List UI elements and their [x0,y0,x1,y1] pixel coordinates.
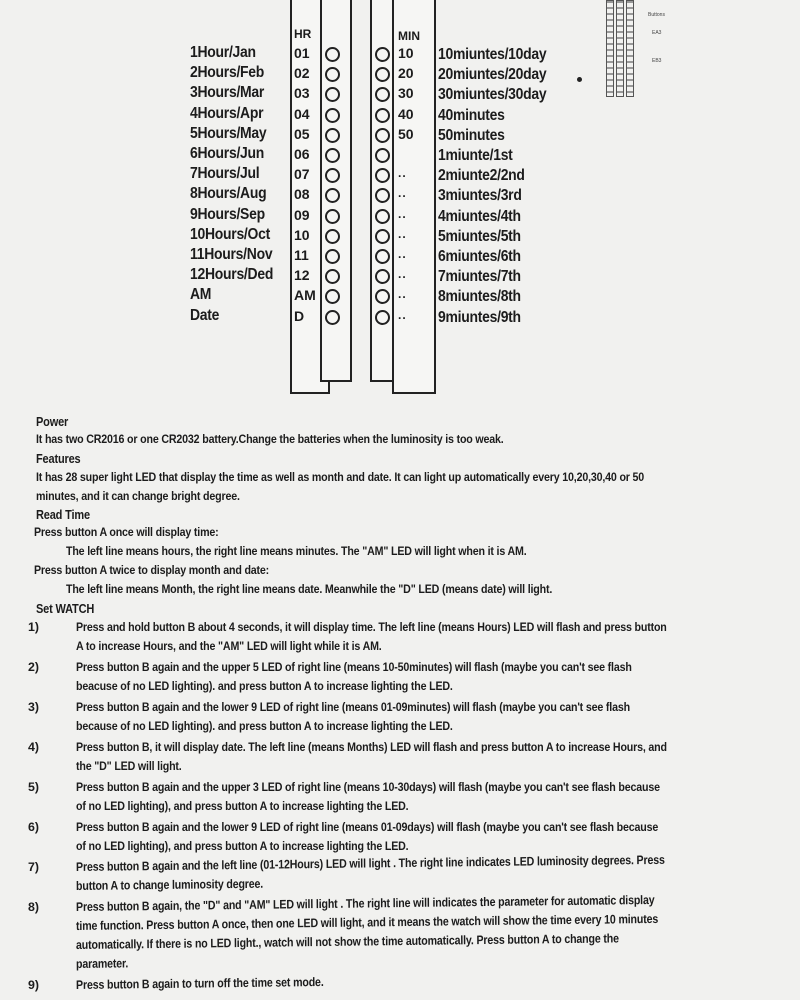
hour-led [325,128,340,143]
read-a-once: Press button A once will display time: [34,525,219,539]
hour-month-label: 8Hours/Aug [190,185,267,203]
step-number: 9) [28,978,40,992]
hour-led [325,229,340,244]
step-number: 2) [28,660,40,674]
step-text-line: beacuse of no LED lighting). and press button A to increase lighting the LED. [76,679,453,693]
hour-code: 05 [294,125,310,142]
read-a-twice-detail: The left line means Month, the right line means date. Meanwhile the "D" LED (means date) will light. [66,582,553,596]
bullet-dot [577,77,582,82]
minute-code: .. [398,287,407,302]
step-text-line: the "D" LED will light. [76,759,182,773]
minute-day-label: 6miuntes/6th [438,248,521,265]
step-text-line: Press and hold button B about 4 seconds, it will display time. The left line (means Hours) LED will flash and press button [76,620,667,634]
hour-code: 12 [294,267,310,284]
hour-month-label: 5Hours/May [190,124,267,142]
hour-month-label: 6Hours/Jun [190,145,265,162]
features-heading: Features [36,451,81,466]
hr-header: HR [294,27,312,41]
min-header: MIN [398,29,420,43]
minute-led [375,229,390,244]
minute-day-label: 7miuntes/7th [438,268,521,286]
hour-month-label: 12Hours/Ded [190,266,274,284]
hour-month-label: 11Hours/Nov [190,246,273,263]
hour-code: D [294,307,305,324]
minute-led [375,249,390,264]
minute-code: .. [398,267,407,282]
hour-month-label: AM [190,286,212,304]
step-text-line: Press button B again and the lower 9 LED of right line (means 01-09days) will flash (maybe you can't see flash because [76,820,659,834]
led-diagram [0,0,800,400]
minute-led [375,310,390,325]
hour-month-label: 9Hours/Sep [190,205,265,223]
step-text-line: Press button B again and the upper 5 LED of right line (means 10-50minutes) will flash (maybe you can't see flash [76,660,632,674]
power-heading: Power [36,414,69,429]
minute-day-label: 2miunte2/2nd [438,167,525,185]
minute-day-label: 20miuntes/20day [438,66,547,84]
step-text-line: automatically. If there is no LED light., watch will not show the time automatically. Press button A to change the [75,931,619,952]
step-text-line: Press button B again, the "D" and "AM" LED will light . The right line will indicates the parameter for automatic display [75,892,655,914]
corner-label-buttons: Buttons [648,12,665,18]
hour-led [325,209,340,224]
minute-led [375,47,390,62]
corner-strip-2 [616,0,624,97]
hour-month-label: Date [190,306,220,324]
minute-day-label: 10miuntes/10day [438,46,547,63]
minute-code: .. [398,247,407,261]
hour-code: 09 [294,206,310,223]
minute-day-label: 9miuntes/9th [438,308,521,326]
power-text: It has two CR2016 or one CR2032 battery.Change the batteries when the luminosity is too weak. [36,432,504,446]
read-a-once-detail: The left line means hours, the right line means minutes. The "AM" LED will light when it is AM. [66,544,527,558]
hour-month-label: 10Hours/Oct [190,225,270,243]
hour-code: 02 [294,65,310,82]
hour-led [325,148,340,163]
step-text-line: parameter. [75,956,129,971]
hour-code: 10 [294,226,310,243]
minute-day-label: 3miuntes/3rd [438,187,522,205]
hour-code: AM [294,287,316,304]
minute-led [375,148,390,163]
minute-code: .. [398,206,407,221]
minute-day-label: 50minutes [438,126,505,144]
hour-month-label: 1Hour/Jan [190,44,256,61]
features-text-1: It has 28 super light LED that display the time as well as month and date. It can light up automatically every 10,20,30,40 or 50 [36,470,645,484]
hour-month-label: 7Hours/Jul [190,165,260,183]
minute-day-label: 30miuntes/30day [438,86,547,104]
step-text-line: Press button B again and the lower 9 LED of right line (means 01-09minutes) will flash (maybe you can't see flash [76,700,630,714]
set-watch-heading: Set WATCH [36,601,95,616]
step-number: 8) [28,900,40,914]
minute-code: .. [398,186,407,201]
hour-led [325,108,340,123]
step-number: 1) [28,620,40,634]
read-time-heading: Read Time [36,507,90,522]
step-text-line: time function. Press button A once, then one LED will light, and it means the watch will show the time every 10 minutes [75,911,659,933]
minute-code: 40 [398,105,414,122]
hour-month-label: 2Hours/Feb [190,64,265,82]
step-text-line: Press button B, it will display date. The left line (means Months) LED will flash and press button A to increase Hours, and [76,740,667,754]
hour-led [325,310,340,325]
step-text-line: because of no LED lighting). and press button A to increase lighting the LED. [76,719,453,733]
minute-code: 50 [398,125,414,142]
hour-month-label: 3Hours/Mar [190,84,265,102]
corner-label-ea3: EA3 [652,30,662,36]
minute-day-label: 1miunte/1st [438,147,513,164]
hour-led [325,47,340,62]
features-text-2: minutes, and it can change bright degree. [36,489,240,503]
minute-led [375,209,390,224]
hour-code: 11 [294,247,309,263]
step-text-line: Press button B again to turn off the time set mode. [75,974,324,992]
step-number: 7) [28,860,40,874]
corner-strip-1 [606,0,614,97]
hour-code: 06 [294,146,310,162]
step-text-line: of no LED lighting), and press button A to increase lighting the LED. [76,799,409,813]
minute-code: 30 [398,85,414,102]
minute-code: 20 [398,65,414,82]
minute-led [375,128,390,143]
hour-code: 03 [294,85,310,102]
step-number: 6) [28,820,40,834]
step-number: 4) [28,740,40,754]
minute-code: .. [398,307,407,322]
step-text-line: Press button B again and the left line (01-12Hours) LED will light . The right line indicates LED luminosity degrees. Press [75,852,665,874]
hour-code: 01 [294,45,310,61]
corner-strip-3 [626,0,634,97]
minute-code: 10 [398,45,414,61]
hour-code: 04 [294,105,310,122]
step-number: 5) [28,780,40,794]
hour-code: 07 [294,166,310,183]
step-number: 3) [28,700,40,714]
corner-label-eb3: EB3 [652,58,662,64]
minute-day-label: 8miuntes/8th [438,288,521,306]
step-text-line: button A to change luminosity degree. [75,876,264,893]
minute-code: .. [398,166,407,181]
minute-day-label: 40minutes [438,106,505,124]
hour-month-label: 4Hours/Apr [190,104,264,122]
minute-day-label: 5miuntes/5th [438,227,521,245]
minute-day-label: 4miuntes/4th [438,207,521,225]
step-text-line: of no LED lighting), and press button A to increase lighting the LED. [76,839,409,853]
step-text-line: Press button B again and the upper 3 LED of right line (means 10-30days) will flash (maybe you can't see flash because [76,780,660,794]
hour-code: 08 [294,186,310,203]
read-a-twice: Press button A twice to display month and date: [34,563,270,577]
hour-led [325,249,340,264]
minute-led [375,108,390,123]
minute-code: .. [398,226,407,241]
step-text-line: A to increase Hours, and the "AM" LED will light while it is AM. [76,639,382,653]
